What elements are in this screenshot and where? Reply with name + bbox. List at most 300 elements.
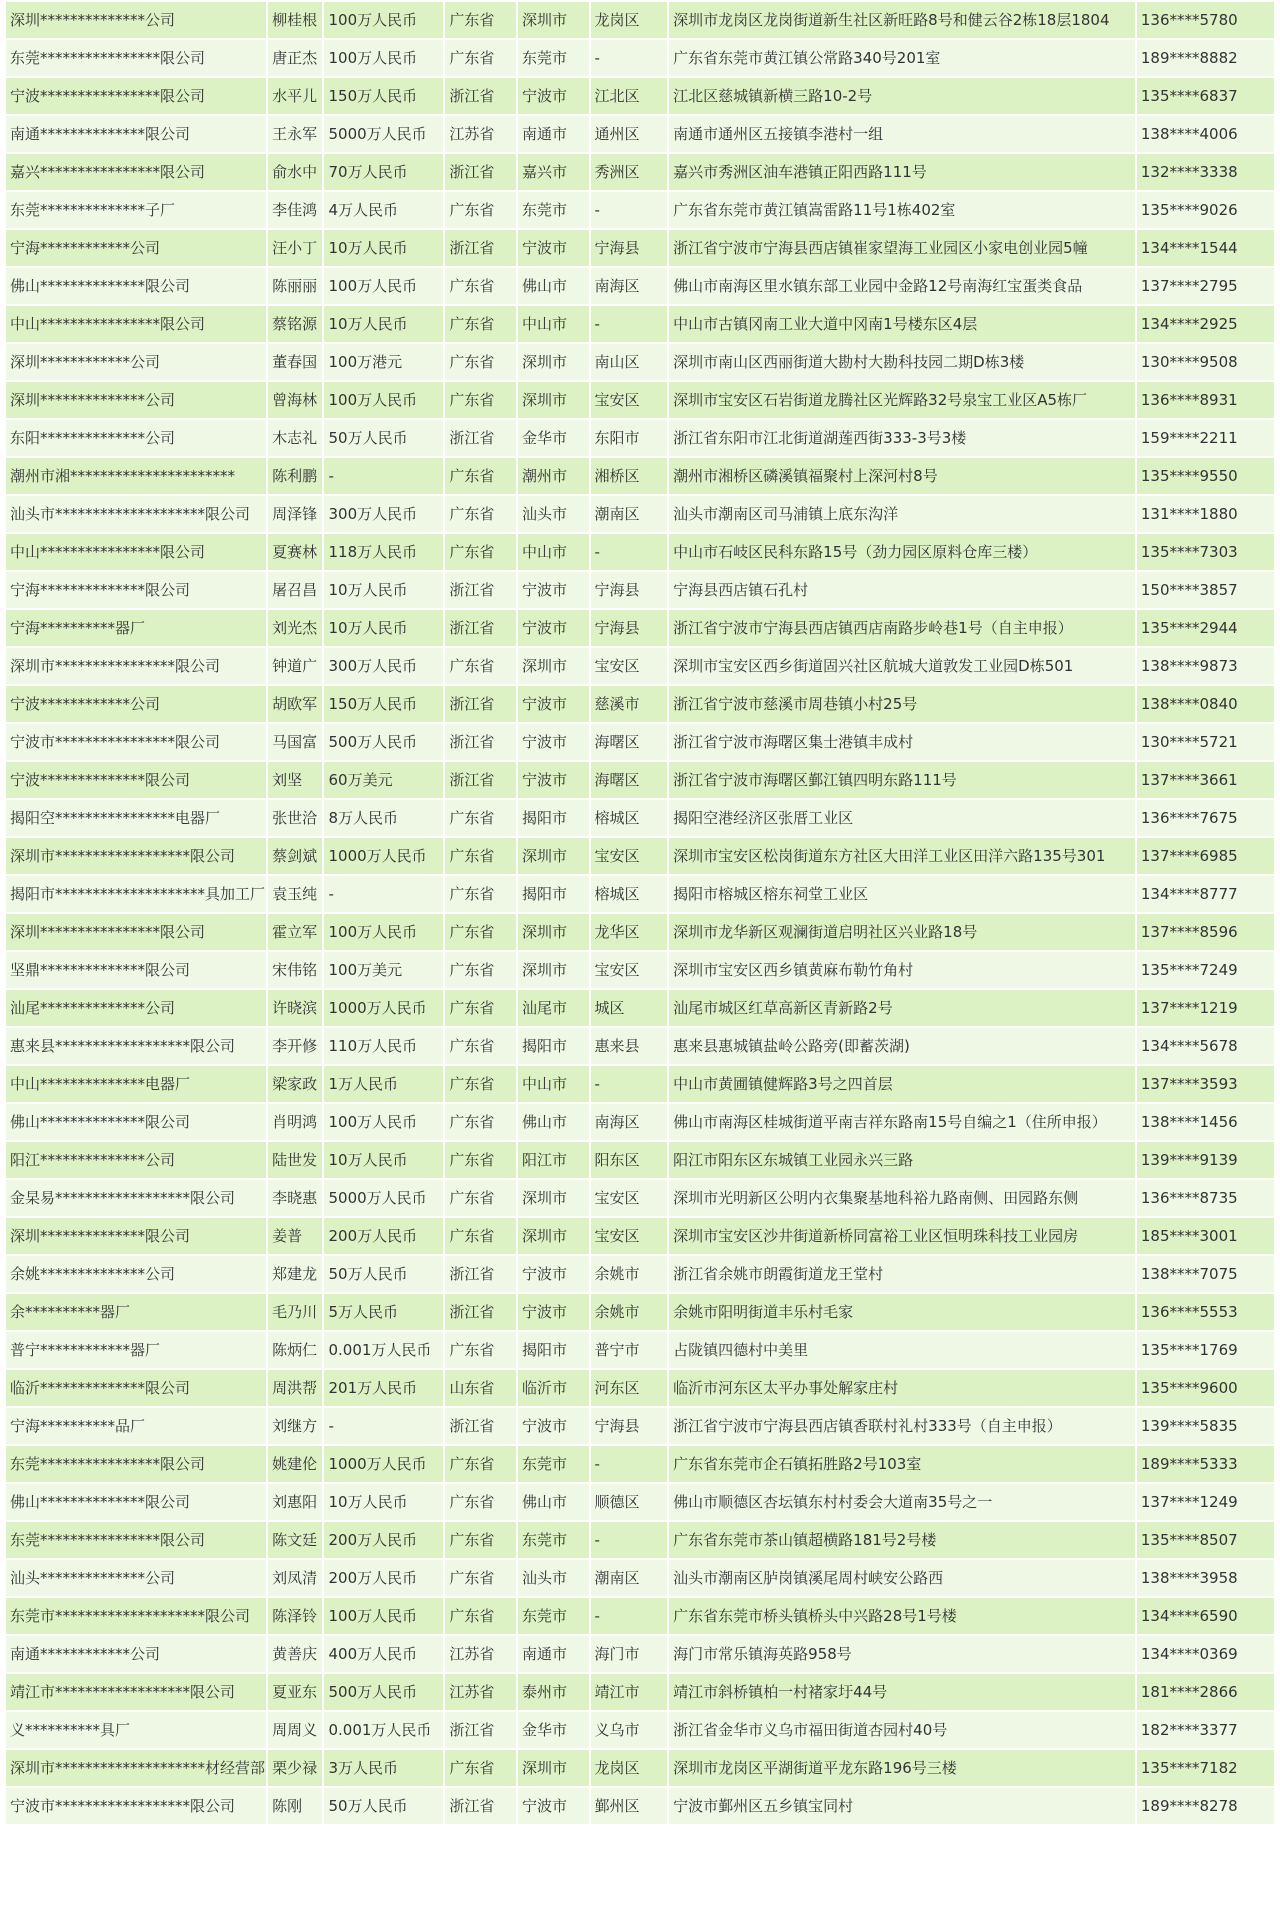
company-name-cell: 宁波市****************限公司 bbox=[6, 724, 266, 760]
district-cell: 宝安区 bbox=[591, 1180, 668, 1216]
city-cell: 宁波市 bbox=[518, 78, 589, 114]
phone-cell: 137****1249 bbox=[1137, 1484, 1274, 1520]
registered-capital-cell: 1000万人民币 bbox=[324, 838, 443, 874]
address-cell: 汕头市潮南区司马浦镇上底东沟洋 bbox=[669, 496, 1135, 532]
district-cell: 潮南区 bbox=[591, 496, 668, 532]
address-cell: 浙江省余姚市朗霞街道龙王堂村 bbox=[669, 1256, 1135, 1292]
province-cell: 广东省 bbox=[445, 876, 516, 912]
phone-cell: 135****7249 bbox=[1137, 952, 1274, 988]
table-row bbox=[6, 344, 1274, 380]
company-name-cell: 中山****************限公司 bbox=[6, 306, 266, 342]
company-name-cell: 深圳************公司 bbox=[6, 344, 266, 380]
company-name-cell: 深圳**************限公司 bbox=[6, 1218, 266, 1254]
registered-capital-cell: 10万人民币 bbox=[324, 230, 443, 266]
province-cell: 广东省 bbox=[445, 1560, 516, 1596]
address-cell: 广东省东莞市黄江镇公常路340号201室 bbox=[669, 40, 1135, 76]
province-cell: 广东省 bbox=[445, 1522, 516, 1558]
registered-capital-cell: 50万人民币 bbox=[324, 1788, 443, 1824]
phone-cell: 137****2795 bbox=[1137, 268, 1274, 304]
table-row bbox=[6, 610, 1274, 646]
phone-cell: 137****3593 bbox=[1137, 1066, 1274, 1102]
table-row bbox=[6, 686, 1274, 722]
phone-cell: 134****5678 bbox=[1137, 1028, 1274, 1064]
table-row bbox=[6, 78, 1274, 114]
registered-capital-cell: 300万人民币 bbox=[324, 648, 443, 684]
city-cell: 深圳市 bbox=[518, 382, 589, 418]
city-cell: 金华市 bbox=[518, 420, 589, 456]
company-name-cell: 靖江市******************限公司 bbox=[6, 1674, 266, 1710]
city-cell: 宁波市 bbox=[518, 1408, 589, 1444]
company-name-cell: 宁波市******************限公司 bbox=[6, 1788, 266, 1824]
district-cell: 宁海县 bbox=[591, 572, 668, 608]
city-cell: 揭阳市 bbox=[518, 1028, 589, 1064]
legal-person-cell: 李佳鸿 bbox=[268, 192, 322, 228]
company-name-cell: 坚鼎**************限公司 bbox=[6, 952, 266, 988]
phone-cell: 130****9508 bbox=[1137, 344, 1274, 380]
registered-capital-cell: 10万人民币 bbox=[324, 572, 443, 608]
province-cell: 广东省 bbox=[445, 496, 516, 532]
company-name-cell: 潮州市湘********************** bbox=[6, 458, 266, 494]
phone-cell: 130****5721 bbox=[1137, 724, 1274, 760]
legal-person-cell: 毛乃川 bbox=[268, 1294, 322, 1330]
company-name-cell: 深圳市****************限公司 bbox=[6, 648, 266, 684]
district-cell: - bbox=[591, 192, 668, 228]
table-row bbox=[6, 572, 1274, 608]
province-cell: 江苏省 bbox=[445, 1674, 516, 1710]
registered-capital-cell: 0.001万人民币 bbox=[324, 1332, 443, 1368]
registered-capital-cell: 500万人民币 bbox=[324, 724, 443, 760]
legal-person-cell: 刘光杰 bbox=[268, 610, 322, 646]
registered-capital-cell: 5万人民币 bbox=[324, 1294, 443, 1330]
phone-cell: 138****0840 bbox=[1137, 686, 1274, 722]
province-cell: 浙江省 bbox=[445, 420, 516, 456]
district-cell: - bbox=[591, 1066, 668, 1102]
legal-person-cell: 唐正杰 bbox=[268, 40, 322, 76]
registered-capital-cell: 201万人民币 bbox=[324, 1370, 443, 1406]
address-cell: 浙江省金华市义乌市福田街道杏园村40号 bbox=[669, 1712, 1135, 1748]
table-row bbox=[6, 1294, 1274, 1330]
registered-capital-cell: 200万人民币 bbox=[324, 1560, 443, 1596]
phone-cell: 135****2944 bbox=[1137, 610, 1274, 646]
province-cell: 广东省 bbox=[445, 1484, 516, 1520]
table-row bbox=[6, 648, 1274, 684]
address-cell: 深圳市宝安区石岩街道龙腾社区光辉路32号泉宝工业区A5栋厂 bbox=[669, 382, 1135, 418]
legal-person-cell: 陆世发 bbox=[268, 1142, 322, 1178]
company-name-cell: 深圳市********************材经营部 bbox=[6, 1750, 266, 1786]
district-cell: 潮南区 bbox=[591, 1560, 668, 1596]
city-cell: 宁波市 bbox=[518, 610, 589, 646]
legal-person-cell: 钟道广 bbox=[268, 648, 322, 684]
address-cell: 临沂市河东区太平办事处解家庄村 bbox=[669, 1370, 1135, 1406]
legal-person-cell: 刘坚 bbox=[268, 762, 322, 798]
legal-person-cell: 张世洽 bbox=[268, 800, 322, 836]
registered-capital-cell: 300万人民币 bbox=[324, 496, 443, 532]
table-row bbox=[6, 1522, 1274, 1558]
table-row bbox=[6, 268, 1274, 304]
address-cell: 广东省东莞市桥头镇桥头中兴路28号1号楼 bbox=[669, 1598, 1135, 1634]
legal-person-cell: 俞水中 bbox=[268, 154, 322, 190]
table-row bbox=[6, 1104, 1274, 1140]
phone-cell: 135****9026 bbox=[1137, 192, 1274, 228]
table-row bbox=[6, 1788, 1274, 1824]
phone-cell: 135****1769 bbox=[1137, 1332, 1274, 1368]
table-row bbox=[6, 2, 1274, 38]
table-row bbox=[6, 876, 1274, 912]
registered-capital-cell: 200万人民币 bbox=[324, 1522, 443, 1558]
company-name-cell: 东莞****************限公司 bbox=[6, 40, 266, 76]
company-name-cell: 汕头市********************限公司 bbox=[6, 496, 266, 532]
phone-cell: 185****3001 bbox=[1137, 1218, 1274, 1254]
company-name-cell: 揭阳空****************电器厂 bbox=[6, 800, 266, 836]
registered-capital-cell: 110万人民币 bbox=[324, 1028, 443, 1064]
registered-capital-cell: 10万人民币 bbox=[324, 610, 443, 646]
address-cell: 嘉兴市秀洲区油车港镇正阳西路111号 bbox=[669, 154, 1135, 190]
city-cell: 临沂市 bbox=[518, 1370, 589, 1406]
legal-person-cell: 李晓惠 bbox=[268, 1180, 322, 1216]
province-cell: 浙江省 bbox=[445, 154, 516, 190]
phone-cell: 138****1456 bbox=[1137, 1104, 1274, 1140]
district-cell: 宝安区 bbox=[591, 648, 668, 684]
city-cell: 南通市 bbox=[518, 1636, 589, 1672]
registered-capital-cell: 10万人民币 bbox=[324, 1142, 443, 1178]
registered-capital-cell: 1000万人民币 bbox=[324, 1446, 443, 1482]
address-cell: 佛山市顺德区杏坛镇东村村委会大道南35号之一 bbox=[669, 1484, 1135, 1520]
phone-cell: 134****6590 bbox=[1137, 1598, 1274, 1634]
province-cell: 广东省 bbox=[445, 2, 516, 38]
legal-person-cell: 姚建伦 bbox=[268, 1446, 322, 1482]
table-row bbox=[6, 1142, 1274, 1178]
registered-capital-cell: 100万人民币 bbox=[324, 382, 443, 418]
city-cell: 东莞市 bbox=[518, 192, 589, 228]
registered-capital-cell: 400万人民币 bbox=[324, 1636, 443, 1672]
company-name-cell: 东莞****************限公司 bbox=[6, 1522, 266, 1558]
registered-capital-cell: 50万人民币 bbox=[324, 1256, 443, 1292]
legal-person-cell: 柳桂根 bbox=[268, 2, 322, 38]
legal-person-cell: 宋伟铭 bbox=[268, 952, 322, 988]
district-cell: 宝安区 bbox=[591, 1218, 668, 1254]
city-cell: 东莞市 bbox=[518, 1446, 589, 1482]
table-row bbox=[6, 1028, 1274, 1064]
company-name-cell: 佛山**************限公司 bbox=[6, 268, 266, 304]
phone-cell: 137****1219 bbox=[1137, 990, 1274, 1026]
city-cell: 潮州市 bbox=[518, 458, 589, 494]
address-cell: 汕头市潮南区胪岗镇溪尾周村峡安公路西 bbox=[669, 1560, 1135, 1596]
legal-person-cell: 梁家政 bbox=[268, 1066, 322, 1102]
city-cell: 深圳市 bbox=[518, 1180, 589, 1216]
company-name-cell: 南通************公司 bbox=[6, 1636, 266, 1672]
province-cell: 广东省 bbox=[445, 648, 516, 684]
legal-person-cell: 周周义 bbox=[268, 1712, 322, 1748]
registered-capital-cell: 5000万人民币 bbox=[324, 1180, 443, 1216]
province-cell: 浙江省 bbox=[445, 78, 516, 114]
table-row bbox=[6, 838, 1274, 874]
registered-capital-cell: 8万人民币 bbox=[324, 800, 443, 836]
province-cell: 广东省 bbox=[445, 40, 516, 76]
registered-capital-cell: 200万人民币 bbox=[324, 1218, 443, 1254]
legal-person-cell: 胡欧军 bbox=[268, 686, 322, 722]
district-cell: - bbox=[591, 1522, 668, 1558]
company-name-cell: 中山**************电器厂 bbox=[6, 1066, 266, 1102]
city-cell: 深圳市 bbox=[518, 648, 589, 684]
city-cell: 宁波市 bbox=[518, 1788, 589, 1824]
province-cell: 广东省 bbox=[445, 534, 516, 570]
address-cell: 广东省东莞市黄江镇嵩雷路11号1栋402室 bbox=[669, 192, 1135, 228]
city-cell: 中山市 bbox=[518, 306, 589, 342]
registered-capital-cell: 150万人民币 bbox=[324, 686, 443, 722]
legal-person-cell: 蔡铭源 bbox=[268, 306, 322, 342]
province-cell: 广东省 bbox=[445, 1066, 516, 1102]
table-row bbox=[6, 724, 1274, 760]
registered-capital-cell: 100万人民币 bbox=[324, 1104, 443, 1140]
province-cell: 浙江省 bbox=[445, 1788, 516, 1824]
phone-cell: 182****3377 bbox=[1137, 1712, 1274, 1748]
city-cell: 宁波市 bbox=[518, 1294, 589, 1330]
company-name-cell: 南通**************限公司 bbox=[6, 116, 266, 152]
company-name-cell: 东莞市********************限公司 bbox=[6, 1598, 266, 1634]
phone-cell: 134****2925 bbox=[1137, 306, 1274, 342]
company-name-cell: 东莞**************子厂 bbox=[6, 192, 266, 228]
address-cell: 深圳市龙岗区平湖街道平龙东路196号三楼 bbox=[669, 1750, 1135, 1786]
legal-person-cell: 陈泽铃 bbox=[268, 1598, 322, 1634]
registered-capital-cell: 100万人民币 bbox=[324, 40, 443, 76]
province-cell: 浙江省 bbox=[445, 230, 516, 266]
address-cell: 汕尾市城区红草高新区青新路2号 bbox=[669, 990, 1135, 1026]
province-cell: 广东省 bbox=[445, 306, 516, 342]
province-cell: 广东省 bbox=[445, 800, 516, 836]
city-cell: 深圳市 bbox=[518, 2, 589, 38]
province-cell: 浙江省 bbox=[445, 724, 516, 760]
district-cell: - bbox=[591, 306, 668, 342]
province-cell: 江苏省 bbox=[445, 1636, 516, 1672]
company-name-cell: 东莞****************限公司 bbox=[6, 1446, 266, 1482]
legal-person-cell: 夏亚东 bbox=[268, 1674, 322, 1710]
district-cell: 余姚市 bbox=[591, 1294, 668, 1330]
table-row bbox=[6, 1180, 1274, 1216]
address-cell: 佛山市南海区里水镇东部工业园中金路12号南海红宝蛋类食品 bbox=[669, 268, 1135, 304]
province-cell: 广东省 bbox=[445, 1750, 516, 1786]
phone-cell: 135****7182 bbox=[1137, 1750, 1274, 1786]
province-cell: 广东省 bbox=[445, 1104, 516, 1140]
registered-capital-cell: - bbox=[324, 1408, 443, 1444]
table-row bbox=[6, 1066, 1274, 1102]
table-row bbox=[6, 192, 1274, 228]
district-cell: 海曙区 bbox=[591, 724, 668, 760]
company-name-cell: 宁海**************限公司 bbox=[6, 572, 266, 608]
company-name-cell: 深圳**************公司 bbox=[6, 2, 266, 38]
city-cell: 深圳市 bbox=[518, 1750, 589, 1786]
district-cell: 通州区 bbox=[591, 116, 668, 152]
district-cell: 河东区 bbox=[591, 1370, 668, 1406]
phone-cell: 189****5333 bbox=[1137, 1446, 1274, 1482]
address-cell: 深圳市宝安区西乡街道固兴社区航城大道敦发工业园D栋501 bbox=[669, 648, 1135, 684]
address-cell: 中山市古镇冈南工业大道中冈南1号楼东区4层 bbox=[669, 306, 1135, 342]
phone-cell: 139****9139 bbox=[1137, 1142, 1274, 1178]
legal-person-cell: 霍立军 bbox=[268, 914, 322, 950]
address-cell: 占陇镇四德村中美里 bbox=[669, 1332, 1135, 1368]
district-cell: 宝安区 bbox=[591, 382, 668, 418]
address-cell: 浙江省宁波市宁海县西店镇西店南路步岭巷1号（自主申报） bbox=[669, 610, 1135, 646]
legal-person-cell: 水平儿 bbox=[268, 78, 322, 114]
legal-person-cell: 袁玉纯 bbox=[268, 876, 322, 912]
district-cell: 海门市 bbox=[591, 1636, 668, 1672]
legal-person-cell: 姜普 bbox=[268, 1218, 322, 1254]
table-row bbox=[6, 1256, 1274, 1292]
province-cell: 广东省 bbox=[445, 458, 516, 494]
registered-capital-cell: - bbox=[324, 458, 443, 494]
company-name-cell: 深圳****************限公司 bbox=[6, 914, 266, 950]
legal-person-cell: 陈刚 bbox=[268, 1788, 322, 1824]
city-cell: 佛山市 bbox=[518, 268, 589, 304]
phone-cell: 136****5553 bbox=[1137, 1294, 1274, 1330]
address-cell: 浙江省宁波市宁海县西店镇香联村礼村333号（自主申报） bbox=[669, 1408, 1135, 1444]
phone-cell: 138****7075 bbox=[1137, 1256, 1274, 1292]
registered-capital-cell: 118万人民币 bbox=[324, 534, 443, 570]
phone-cell: 137****3661 bbox=[1137, 762, 1274, 798]
address-cell: 浙江省宁波市宁海县西店镇崔家望海工业园区小家电创业园5幢 bbox=[669, 230, 1135, 266]
district-cell: 慈溪市 bbox=[591, 686, 668, 722]
legal-person-cell: 刘凤清 bbox=[268, 1560, 322, 1596]
phone-cell: 135****9600 bbox=[1137, 1370, 1274, 1406]
company-name-cell: 揭阳市********************具加工厂 bbox=[6, 876, 266, 912]
legal-person-cell: 郑建龙 bbox=[268, 1256, 322, 1292]
address-cell: 浙江省宁波市慈溪市周巷镇小村25号 bbox=[669, 686, 1135, 722]
address-cell: 深圳市宝安区松岗街道东方社区大田洋工业区田洋六路135号301 bbox=[669, 838, 1135, 874]
table-row bbox=[6, 534, 1274, 570]
phone-cell: 136****8931 bbox=[1137, 382, 1274, 418]
phone-cell: 135****8507 bbox=[1137, 1522, 1274, 1558]
table-row bbox=[6, 1370, 1274, 1406]
address-cell: 余姚市阳明街道丰乐村毛家 bbox=[669, 1294, 1135, 1330]
district-cell: 榕城区 bbox=[591, 800, 668, 836]
district-cell: 海曙区 bbox=[591, 762, 668, 798]
registered-capital-cell: 100万港元 bbox=[324, 344, 443, 380]
province-cell: 浙江省 bbox=[445, 610, 516, 646]
table-row bbox=[6, 40, 1274, 76]
company-name-cell: 临沂**************限公司 bbox=[6, 1370, 266, 1406]
table-row bbox=[6, 382, 1274, 418]
legal-person-cell: 刘继方 bbox=[268, 1408, 322, 1444]
address-cell: 浙江省东阳市江北街道湖莲西街333-3号3楼 bbox=[669, 420, 1135, 456]
table-row bbox=[6, 762, 1274, 798]
registered-capital-cell: 100万美元 bbox=[324, 952, 443, 988]
city-cell: 汕尾市 bbox=[518, 990, 589, 1026]
company-name-cell: 嘉兴****************限公司 bbox=[6, 154, 266, 190]
address-cell: 潮州市湘桥区磷溪镇福聚村上深河村8号 bbox=[669, 458, 1135, 494]
company-name-cell: 中山****************限公司 bbox=[6, 534, 266, 570]
address-cell: 深圳市光明新区公明内衣集聚基地科裕九路南侧、田园路东侧 bbox=[669, 1180, 1135, 1216]
legal-person-cell: 陈文廷 bbox=[268, 1522, 322, 1558]
province-cell: 山东省 bbox=[445, 1370, 516, 1406]
table-row bbox=[6, 914, 1274, 950]
phone-cell: 135****7303 bbox=[1137, 534, 1274, 570]
district-cell: 惠来县 bbox=[591, 1028, 668, 1064]
city-cell: 佛山市 bbox=[518, 1484, 589, 1520]
city-cell: 揭阳市 bbox=[518, 1332, 589, 1368]
phone-cell: 135****9550 bbox=[1137, 458, 1274, 494]
city-cell: 中山市 bbox=[518, 534, 589, 570]
registered-capital-cell: 1万人民币 bbox=[324, 1066, 443, 1102]
city-cell: 宁波市 bbox=[518, 724, 589, 760]
city-cell: 东莞市 bbox=[518, 1598, 589, 1634]
table-row bbox=[6, 1560, 1274, 1596]
province-cell: 广东省 bbox=[445, 344, 516, 380]
company-name-cell: 深圳市******************限公司 bbox=[6, 838, 266, 874]
legal-person-cell: 肖明鸿 bbox=[268, 1104, 322, 1140]
registered-capital-cell: 3万人民币 bbox=[324, 1750, 443, 1786]
company-name-cell: 惠来县******************限公司 bbox=[6, 1028, 266, 1064]
table-row bbox=[6, 1408, 1274, 1444]
address-cell: 惠来县惠城镇盐岭公路旁(即蓄茨湖) bbox=[669, 1028, 1135, 1064]
registered-capital-cell: 10万人民币 bbox=[324, 306, 443, 342]
registered-capital-cell: - bbox=[324, 876, 443, 912]
district-cell: 龙岗区 bbox=[591, 1750, 668, 1786]
registered-capital-cell: 70万人民币 bbox=[324, 154, 443, 190]
company-name-cell: 宁波************公司 bbox=[6, 686, 266, 722]
city-cell: 宁波市 bbox=[518, 230, 589, 266]
legal-person-cell: 周洪帮 bbox=[268, 1370, 322, 1406]
district-cell: 江北区 bbox=[591, 78, 668, 114]
company-name-cell: 义**********具厂 bbox=[6, 1712, 266, 1748]
phone-cell: 159****2211 bbox=[1137, 420, 1274, 456]
registered-capital-cell: 100万人民币 bbox=[324, 2, 443, 38]
city-cell: 深圳市 bbox=[518, 1218, 589, 1254]
province-cell: 广东省 bbox=[445, 1142, 516, 1178]
registered-capital-cell: 1000万人民币 bbox=[324, 990, 443, 1026]
city-cell: 宁波市 bbox=[518, 762, 589, 798]
table-row bbox=[6, 1218, 1274, 1254]
district-cell: 鄞州区 bbox=[591, 1788, 668, 1824]
phone-cell: 181****2866 bbox=[1137, 1674, 1274, 1710]
province-cell: 浙江省 bbox=[445, 1294, 516, 1330]
registered-capital-cell: 50万人民币 bbox=[324, 420, 443, 456]
company-name-cell: 阳江**************公司 bbox=[6, 1142, 266, 1178]
district-cell: - bbox=[591, 1598, 668, 1634]
table-row bbox=[6, 496, 1274, 532]
legal-person-cell: 黄善庆 bbox=[268, 1636, 322, 1672]
address-cell: 浙江省宁波市海曙区集士港镇丰成村 bbox=[669, 724, 1135, 760]
phone-cell: 137****8596 bbox=[1137, 914, 1274, 950]
table-row bbox=[6, 1636, 1274, 1672]
city-cell: 揭阳市 bbox=[518, 800, 589, 836]
province-cell: 浙江省 bbox=[445, 686, 516, 722]
legal-person-cell: 李开修 bbox=[268, 1028, 322, 1064]
district-cell: - bbox=[591, 40, 668, 76]
city-cell: 深圳市 bbox=[518, 344, 589, 380]
address-cell: 广东省东莞市企石镇拓胜路2号103室 bbox=[669, 1446, 1135, 1482]
legal-person-cell: 蔡剑斌 bbox=[268, 838, 322, 874]
province-cell: 浙江省 bbox=[445, 1408, 516, 1444]
company-name-cell: 深圳**************公司 bbox=[6, 382, 266, 418]
district-cell: 南山区 bbox=[591, 344, 668, 380]
address-cell: 深圳市南山区西丽街道大勘村大勘科技园二期D栋3楼 bbox=[669, 344, 1135, 380]
city-cell: 揭阳市 bbox=[518, 876, 589, 912]
phone-cell: 150****3857 bbox=[1137, 572, 1274, 608]
city-cell: 阳江市 bbox=[518, 1142, 589, 1178]
registered-capital-cell: 5000万人民币 bbox=[324, 116, 443, 152]
district-cell: 余姚市 bbox=[591, 1256, 668, 1292]
table-row bbox=[6, 952, 1274, 988]
province-cell: 广东省 bbox=[445, 382, 516, 418]
district-cell: 宁海县 bbox=[591, 230, 668, 266]
phone-cell: 138****4006 bbox=[1137, 116, 1274, 152]
province-cell: 广东省 bbox=[445, 1332, 516, 1368]
city-cell: 东莞市 bbox=[518, 40, 589, 76]
legal-person-cell: 马国富 bbox=[268, 724, 322, 760]
address-cell: 广东省东莞市茶山镇超横路181号2号楼 bbox=[669, 1522, 1135, 1558]
table-row bbox=[6, 154, 1274, 190]
registered-capital-cell: 10万人民币 bbox=[324, 1484, 443, 1520]
table-row bbox=[6, 800, 1274, 836]
